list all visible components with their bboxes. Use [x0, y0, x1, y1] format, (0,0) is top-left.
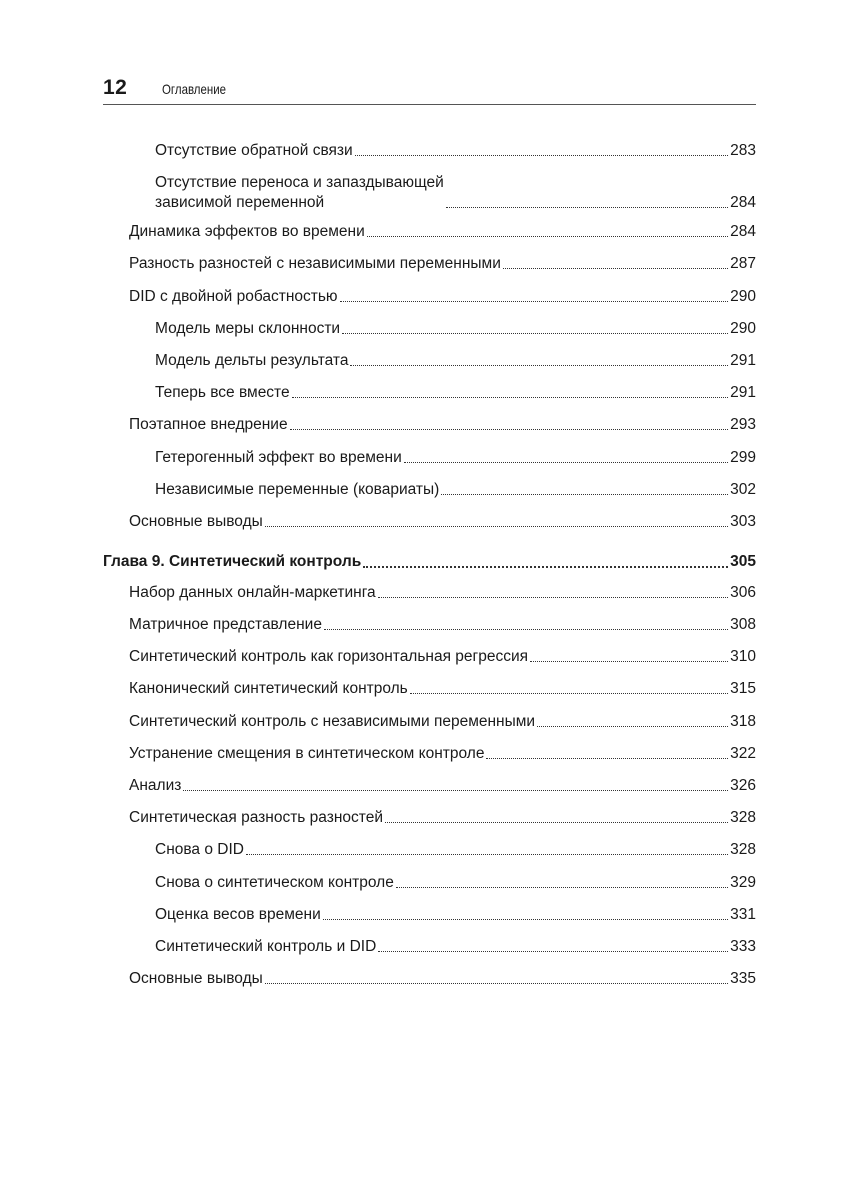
toc-entry[interactable] — [103, 744, 756, 764]
toc-entry-title: Канонический синтетический контроль — [129, 680, 408, 698]
toc-entry-page: 284 — [730, 223, 756, 241]
dot-leader — [292, 397, 729, 398]
toc-entry-title: Синтетический контроль с независимыми переменными — [129, 712, 536, 730]
dot-leader — [340, 301, 729, 302]
toc-entry[interactable] — [103, 776, 756, 796]
dot-leader — [530, 661, 728, 662]
toc-entry-page: 305 — [730, 552, 756, 570]
toc-entry-page: 310 — [730, 648, 756, 666]
toc-entry[interactable] — [103, 937, 756, 957]
toc-entry[interactable] — [103, 512, 756, 532]
toc-entry-title: Глава 9. Синтетический контроль — [103, 552, 362, 570]
toc-entry-page: 284 — [730, 194, 756, 212]
toc-entry-title: Динамика эффектов во времени — [129, 223, 365, 241]
toc-entry-title: Набор данных онлайн-маркетинга — [129, 583, 376, 601]
dot-leader — [183, 790, 728, 791]
toc-entry-title: Независимые переменные (ковариаты) — [155, 480, 440, 498]
dot-leader — [503, 268, 728, 269]
toc-entry[interactable] — [103, 173, 756, 213]
toc-entry-page: 290 — [730, 287, 756, 305]
toc-entry[interactable] — [103, 351, 756, 371]
toc-entry[interactable] — [103, 141, 756, 161]
dot-leader — [323, 919, 728, 920]
toc-entry[interactable] — [103, 873, 756, 893]
toc-entry-page: 329 — [730, 873, 756, 891]
toc-entry[interactable] — [103, 583, 756, 603]
toc-entry-page: 328 — [730, 841, 756, 859]
toc-entry-page: 318 — [730, 712, 756, 730]
toc-entry-page: 283 — [730, 142, 756, 159]
toc-entry-page: 290 — [730, 319, 756, 337]
toc-entry[interactable] — [103, 615, 756, 635]
toc-entry-title: Основные выводы — [129, 970, 263, 988]
toc-entry-title: Отсутствие переноса и запаздывающей зависимой переменной — [155, 174, 444, 212]
toc-entry-title: Модель меры склонности — [155, 319, 341, 337]
toc-entry-page: 293 — [730, 416, 756, 434]
toc-entry-page: 331 — [730, 905, 756, 923]
toc-entry[interactable] — [103, 287, 756, 307]
toc-entry-title: Оценка весов времени — [155, 905, 321, 923]
dot-leader — [363, 566, 728, 568]
toc-entry[interactable] — [103, 679, 756, 699]
toc-entry-title: DID с двойной робастностью — [129, 287, 338, 305]
toc-entry-title: Устранение смещения в синтетическом контроле — [129, 744, 485, 762]
dot-leader — [350, 365, 728, 366]
toc-entry-page: 326 — [730, 777, 756, 794]
toc-entry-title: Снова о синтетическом контроле — [155, 873, 394, 891]
dot-leader — [385, 822, 728, 823]
toc-entry-title: Матричное представление — [129, 616, 322, 634]
dot-leader — [265, 526, 728, 527]
dot-leader — [342, 333, 728, 334]
toc-entry-page: 308 — [730, 616, 756, 634]
toc-entry[interactable] — [103, 222, 756, 242]
toc-entry-page: 287 — [730, 255, 756, 273]
toc-entry-page: 335 — [730, 970, 756, 988]
dot-leader — [410, 693, 728, 694]
toc-entry-title: Разность разностей с независимыми переменными — [129, 255, 501, 273]
dot-leader — [265, 983, 728, 984]
toc-entry[interactable] — [103, 480, 756, 500]
toc-entry-title: Основные выводы — [129, 512, 263, 530]
toc-entry-page: 333 — [730, 937, 756, 955]
toc-entry-title: Поэтапное внедрение — [129, 416, 288, 434]
toc-entry-page: 291 — [730, 351, 756, 369]
toc-entry[interactable] — [103, 448, 756, 468]
toc-entry-page: 322 — [730, 744, 756, 762]
toc-entry[interactable] — [103, 969, 756, 989]
toc-entry-page: 328 — [730, 809, 756, 827]
toc-entry[interactable] — [103, 712, 756, 732]
toc-entry[interactable] — [103, 905, 756, 925]
dot-leader — [446, 207, 728, 208]
dot-leader — [537, 726, 728, 727]
toc-entry[interactable] — [103, 254, 756, 274]
dot-leader — [441, 494, 728, 495]
page-number: 12 — [103, 76, 128, 99]
toc-entry-page: 302 — [730, 480, 756, 498]
toc-entry[interactable] — [103, 808, 756, 828]
toc-entry[interactable] — [103, 840, 756, 860]
dot-leader — [355, 155, 728, 156]
toc-entry-title: Синтетический контроль как горизонтальная регрессия — [129, 648, 528, 666]
dot-leader — [378, 951, 728, 952]
page-header — [103, 74, 756, 105]
toc-entry-page: 306 — [730, 583, 756, 601]
toc-entry-page: 315 — [730, 680, 756, 698]
dot-leader — [290, 429, 729, 430]
toc-entry-page: 299 — [730, 448, 756, 466]
toc-entry-title: Синтетический контроль и DID — [155, 937, 377, 955]
toc-entry-title: Гетерогенный эффект во времени — [155, 448, 402, 466]
dot-leader — [378, 597, 728, 598]
toc-entry-title: Снова о DID — [155, 841, 244, 859]
toc-entry-page: 291 — [730, 384, 756, 402]
dot-leader — [324, 629, 728, 630]
toc-entry-title: Отсутствие обратной связи — [155, 142, 353, 159]
toc-entry[interactable] — [103, 319, 756, 339]
dot-leader — [246, 854, 728, 855]
dot-leader — [404, 462, 728, 463]
dot-leader — [486, 758, 728, 759]
running-title: Оглавление — [162, 81, 227, 97]
dot-leader — [396, 887, 728, 888]
toc-entry[interactable] — [103, 415, 756, 435]
toc-chapter-entry[interactable] — [103, 552, 756, 572]
dot-leader — [367, 236, 728, 237]
table-of-contents — [103, 141, 756, 1001]
toc-entry-title: Синтетическая разность разностей — [129, 809, 383, 827]
toc-entry-page: 303 — [730, 512, 756, 530]
toc-entry-title: Модель дельты результата — [155, 351, 349, 369]
toc-entry[interactable] — [103, 647, 756, 667]
toc-entry[interactable] — [103, 383, 756, 403]
toc-entry-title: Анализ — [129, 777, 182, 794]
toc-entry-title: Теперь все вместе — [155, 384, 290, 402]
